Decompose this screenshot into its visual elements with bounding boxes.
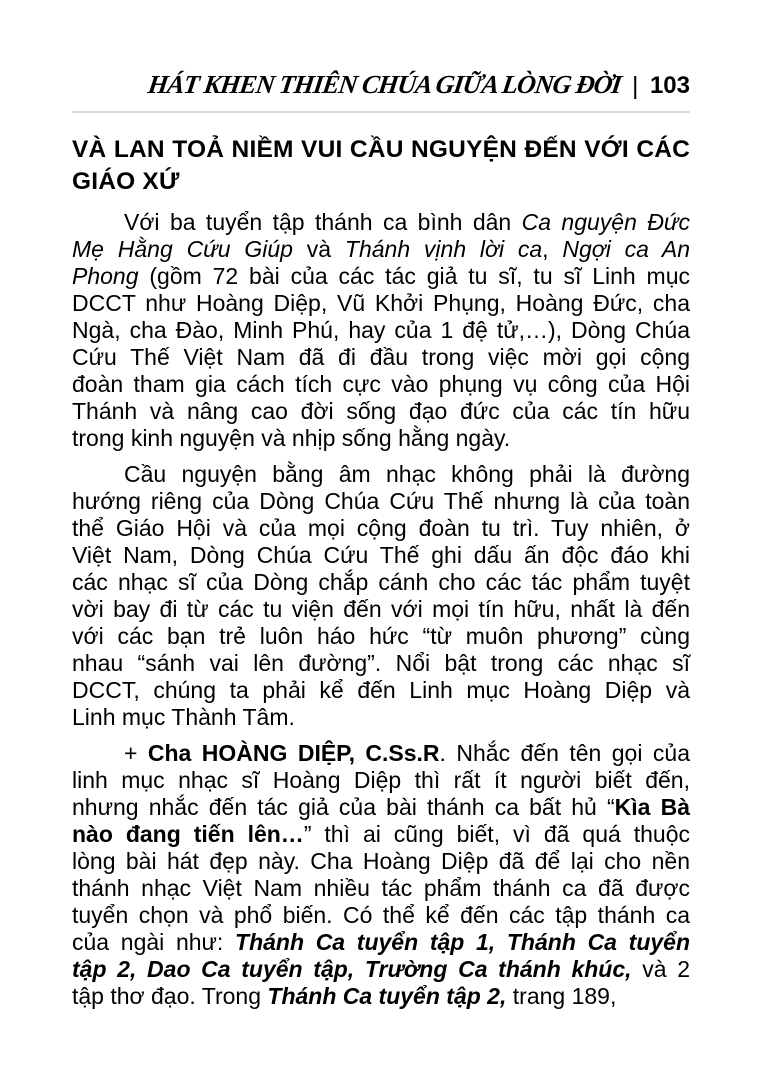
text-segment: hướng riêng của Dòng Chúa Cứu Thế nhưng là của toàn [72,488,690,514]
text-segment: + [124,740,148,766]
section-heading [72,134,690,198]
text-segment: Với ba tuyển tập thánh ca bình dân [124,209,522,235]
text-line [72,263,690,290]
page-number: 103 [649,72,690,99]
text-line [72,677,690,704]
text-line [72,650,690,677]
text-line [72,902,690,929]
text-segment: Ngợi ca An [562,236,691,262]
text-line [72,794,690,821]
text-line [72,875,690,902]
text-segment: Thánh và nâng cao đời sống đạo đức của các tín hữu [72,398,690,424]
text-line [72,344,690,371]
text-segment: nhưng nhắc đến tác giả của bài thánh ca bất hủ “ [72,794,615,820]
text-segment: và 2 [631,956,690,982]
text-segment: tập 2, Dao Ca tuyển tập, Trường Ca thánh khúc, [72,956,632,982]
paragraph [72,209,690,452]
text-segment: , [542,236,563,262]
text-segment: trang 189, [506,983,617,1009]
text-line [72,425,690,452]
text-segment: Phong [72,263,139,289]
text-line [72,569,690,596]
text-line [72,740,690,767]
text-line [72,596,690,623]
text-line [72,848,690,875]
text-segment: Ca nguyện Đức [521,209,690,235]
text-segment: Thánh vịnh lời ca [344,236,543,262]
text-segment: Việt Nam, Dòng Chúa Cứu Thế ghi dấu ấn độc đáo khi [72,542,690,568]
text-segment: và [292,236,345,262]
text-segment: ” thì ai cũng biết, vì đã quá thuộc [303,821,691,847]
text-segment: DCCT như Hoàng Diệp, Vũ Khởi Phụng, Hoàng Đức, cha [72,290,690,316]
text-segment: tập thơ đạo. Trong [72,983,268,1009]
text-segment: nhau “sánh vai lên đường”. Nổi bật trong các nhạc sĩ [72,650,690,676]
text-segment: thánh nhạc Việt Nam nhiều tác phẩm thánh ca đã được [72,875,690,901]
text-line [72,488,690,515]
text-segment: Thánh Ca tuyển tập 1, Thánh Ca tuyển [235,929,691,955]
text-segment: tuyển chọn và phổ biến. Có thể kể đến các tập thánh ca [72,902,690,928]
text-segment: DCCT, chúng ta phải kể đến Linh mục Hoàng Diệp và [72,677,690,703]
text-line [72,236,690,263]
running-head [72,0,690,104]
text-line [72,956,690,983]
text-segment: trong kinh nguyện và nhịp sống hằng ngày. [72,425,511,451]
section-heading-line: GIÁO XỨ [72,168,180,195]
text-segment: Linh mục Thành Tâm. [72,704,295,730]
header-rule [72,111,690,113]
text-segment: Cầu nguyện bằng âm nhạc không phải là đường [124,461,690,487]
text-line [72,767,690,794]
section-heading-line: VÀ LAN TOẢ NIỀM VUI CẦU NGUYỆN ĐẾN VỚI CÁC [72,136,690,163]
text-segment: Thánh Ca tuyển tập 2, [267,983,507,1009]
text-segment: thể Giáo Hội và của mọi cộng đoàn tu trì. Tuy nhiên, ở [72,515,690,541]
text-segment: với các bạn trẻ luôn háo hức “từ muôn phương” cùng [72,623,690,649]
text-line [72,983,690,1010]
text-line [72,209,690,236]
text-segment: lòng bài hát đẹp này. Cha Hoàng Diệp đã để lại cho nền [72,848,690,874]
text-segment: Ngà, cha Đào, Minh Phú, hay của 1 đệ tử,…), Dòng Chúa [72,317,690,343]
text-line [72,704,690,731]
running-head-separator: | [632,72,639,100]
text-segment: của ngài như: [72,929,236,955]
text-line [72,623,690,650]
text-segment: Mẹ Hằng Cứu Giúp [72,236,293,262]
text-segment: Cứu Thế Việt Nam đã đi đầu trong việc mời gọi cộng [72,344,690,370]
text-segment: nào đang tiến lên… [72,821,304,847]
text-segment: các nhạc sĩ của Dòng chắp cánh cho các tác phẩm tuyệt [72,569,690,595]
text-line [72,398,690,425]
text-segment: linh mục nhạc sĩ Hoàng Diệp thì rất ít người biết đến, [72,767,690,793]
page-content [72,0,690,1010]
paragraph [72,740,690,1010]
text-segment: Kìa Bà [614,794,690,820]
text-segment: vời bay đi từ các tu viện đến với mọi tín hữu, nhất là đến [72,596,690,622]
text-line [72,515,690,542]
text-line [72,821,690,848]
text-segment: đoàn tham gia cách tích cực vào phụng vụ công của Hội [72,371,690,397]
text-line [72,290,690,317]
paragraph [72,461,690,731]
text-segment: (gồm 72 bài của các tác giả tu sĩ, tu sĩ Linh mục [138,263,690,289]
text-segment: . Nhắc đến tên gọi của [439,740,690,766]
text-segment: Cha HOÀNG DIỆP, C.Ss.R [147,740,440,766]
text-line [72,542,690,569]
body-text [72,209,690,1010]
text-line [72,317,690,344]
text-line [72,929,690,956]
running-head-title: HÁT KHEN THIÊN CHÚA GIỮA LÒNG ĐỜI [146,70,623,99]
text-line [72,371,690,398]
text-line [72,461,690,488]
